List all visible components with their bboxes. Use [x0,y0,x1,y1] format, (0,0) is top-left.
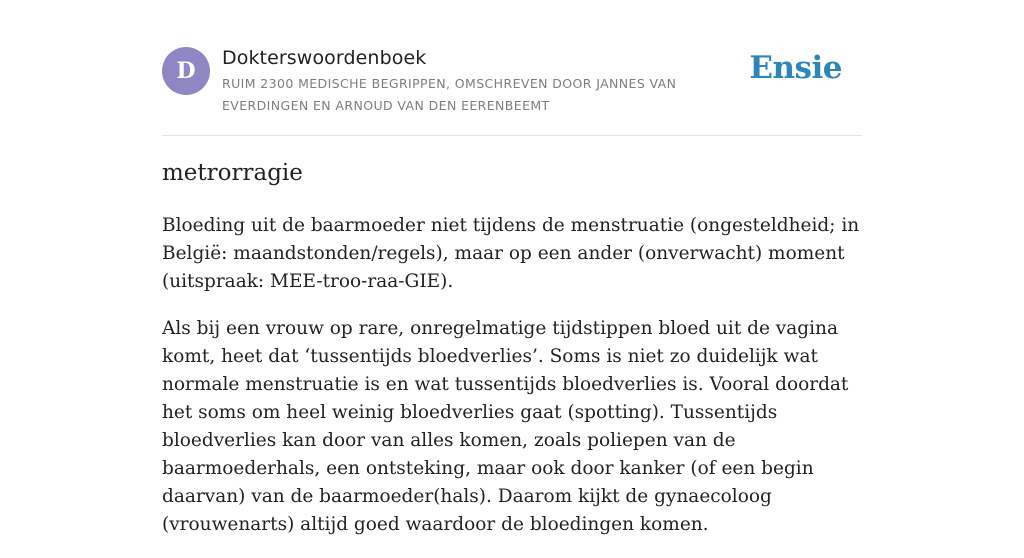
header-divider [162,135,862,136]
dictionary-header [162,46,862,116]
definition-paragraph: Als bij een vrouw op rare, onregelmatige tijdstippen bloed uit de vagina komt, heet dat ‘tussentijds bloedverlies’. Soms is niet zo duidelijk wat normale menstruatie is en wat tussentijds bloedverlies is. Vooral doordat het soms om heel weinig bloedverlies gaat (spotting). Tussentijds bloedverlies kan door van alles komen, zoals poliepen van de baarmoederhals, een ontsteking, maar ook door kanker (of een begin daarvan) van de baarmoeder(hals). Daarom kijkt de gynaecoloog (vrouwenarts) altijd goed waardoor de bloedingen komen. [162,318,849,535]
dictionary-name[interactable]: Dokterswoordenboek [222,47,427,69]
entry-term: metrorragie [162,160,303,186]
dictionary-avatar[interactable]: D [162,47,210,95]
definition-paragraph: Bloeding uit de baarmoeder niet tijdens de menstruatie (ongesteldheid; in België: maandstonden/regels), maar op een ander (onverwacht) moment (uitspraak: MEE-troo-raa-GIE). [162,215,860,292]
dictionary-description: RUIM 2300 MEDISCHE BEGRIPPEN, OMSCHREVEN DOOR JANNES VAN EVERDINGEN EN ARNOUD VAN DEN EERENBEEMT [222,76,677,113]
entry-definition [162,212,862,558]
ensie-logo[interactable]: Ensie [749,50,842,86]
